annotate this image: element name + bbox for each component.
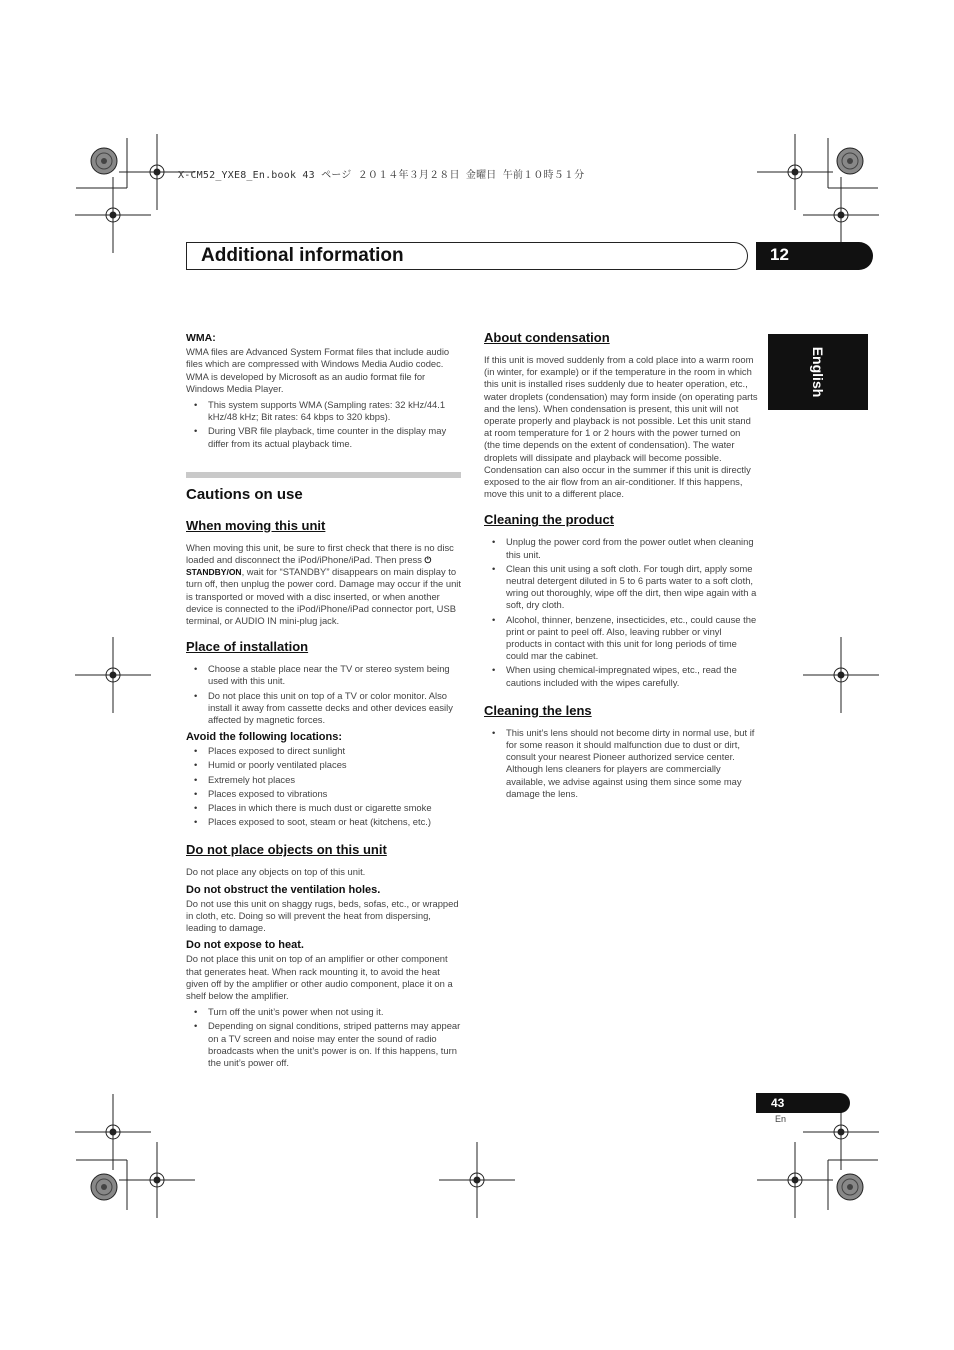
list-item: • When using chemical-impregnated wipes, etc., read the cautions included with the wipes carefully. (506, 664, 759, 688)
wma-heading: WMA: (186, 332, 216, 344)
installation-heading: Place of installation (186, 639, 309, 655)
cleaning-lens-list (484, 727, 759, 800)
wma-list (186, 399, 461, 450)
chapter-header-bar (186, 242, 748, 270)
chapter-number: 12 (756, 242, 873, 270)
heat-text: Do not place this unit on top of an amplifier or other component that generates heat. When rack mounting it, to avoid the heat given off by the amplifier or other audio component, place it on a shelf below the amplifier. (186, 953, 453, 1001)
list-item: • Depending on signal conditions, striped patterns may appear on a TV screen and noise may enter the sound of radio broadcasts when the unit’s power is on. If this happens, turn the unit’s power off. (208, 1020, 461, 1069)
page-number: 43 (756, 1093, 850, 1113)
heat-list (186, 1006, 461, 1069)
list-item: • Do not place this unit on top of a TV or color monitor. Also install it away from cassette decks and other devices easily affected by magnetic forces. (208, 690, 461, 727)
list-item: • Humid or poorly ventilated places (208, 759, 461, 771)
installation-list (186, 663, 461, 726)
book-file-line: X-CM52_YXE8_En.book 43 ページ ２０１４年３月２８日 金曜日 午前１０時５１分 (178, 170, 585, 181)
chapter-title: Additional information (201, 245, 404, 266)
condensation-heading: About condensation (484, 330, 610, 345)
list-item: • Extremely hot places (208, 774, 461, 786)
list-item: • Places in which there is much dust or cigarette smoke (208, 802, 461, 814)
list-item: • This unit’s lens should not become dirty in normal use, but if for some reason it should malfunction due to dust or dirt, consult your nearest Pioneer authorized service center. Although lens cleaners for players are commercially available, we advise against using them since some may damage the lens. (506, 727, 759, 800)
condensation-text: If this unit is moved suddenly from a cold place into a warm room (in winter, for example) or if the temperature in the room in which this unit is installed rises suddenly due to heater operation, etc., water droplets (condensation) may form inside (on operating parts and the lens). When condensation is present, this unit will not operate properly and playback is not possible. Let this unit stand at room temperature for 1 or 2 hours with the power turned on (the time depends on the extent of condensation). The water droplets will dissipate and playback will become possible. Condensation can also occur in the summer if this unit is directly exposed to the air flow from an air-conditioner. If this happens, move this unit to a different place. (484, 354, 758, 500)
ventilation-heading: Do not obstruct the ventilation holes. (186, 883, 381, 896)
list-item: • During VBR file playback, time counter in the display may differ from its actual playback time. (208, 425, 461, 449)
list-item: • Places exposed to direct sunlight (208, 745, 461, 757)
list-item: • This system supports WMA (Sampling rates: 32 kHz/44.1 kHz/48 kHz; Bit rates: 64 kbps to 320 kbps). (208, 399, 461, 423)
cleaning-product-list (484, 536, 759, 688)
avoid-heading: Avoid the following locations: (186, 731, 343, 744)
right-column (484, 330, 759, 802)
objects-heading: Do not place objects on this unit (186, 842, 387, 858)
left-column (186, 332, 461, 1071)
list-item: • Alcohol, thinner, benzene, insecticides, etc., could cause the print or paint to peel off. Also, leaving rubber or vinyl products in contact with this unit for long periods of time could mar the cabinet. (506, 614, 759, 663)
list-item: • Unplug the power cord from the power outlet when cleaning this unit. (506, 536, 759, 560)
ventilation-text: Do not use this unit on shaggy rugs, beds, sofas, etc., or wrapped in cloth, etc. Doing so will prevent the heat from dispersing, leading to damage. (186, 897, 459, 934)
page-language: En (775, 1114, 787, 1124)
list-item: • Clean this unit using a soft cloth. For tough dirt, apply some neutral detergent diluted in 5 to 6 parts water to a soft cloth, wring out thoroughly, wipe off the dirt, then wipe again with a soft, dry cloth. (506, 563, 759, 612)
wma-text: WMA files are Advanced System Format files that include audio files which are compressed with Windows Media Audio codec. WMA is developed by Microsoft as an audio format file for Windows Media Player. (186, 346, 450, 394)
section-divider (186, 472, 461, 478)
heat-heading: Do not expose to heat. (186, 939, 304, 952)
avoid-list (186, 745, 461, 828)
standby-label: ⏻ STANDBY/ON (186, 555, 432, 578)
cautions-heading: Cautions on use (186, 485, 303, 503)
list-item: • Turn off the unit’s power when not using it. (208, 1006, 461, 1018)
moving-heading: When moving this unit (186, 517, 326, 533)
list-item: • Places exposed to soot, steam or heat (kitchens, etc.) (208, 816, 461, 828)
language-tab-label: English (810, 346, 826, 398)
cleaning-lens-heading: Cleaning the lens (484, 702, 592, 718)
list-item: • Choose a stable place near the TV or stereo system being used with this unit. (208, 663, 461, 687)
cleaning-product-heading: Cleaning the product (484, 512, 614, 528)
list-item: • Places exposed to vibrations (208, 788, 461, 800)
moving-text: When moving this unit, be sure to first check that there is no disc loaded and disconnect the iPod/iPhone/iPad. Then press ⏻ STANDBY/ON, wait for “STANDBY” disappears on main display to turn off, then unplug the power cord. Damage may occur if the unit is transported or moved with a disc inserted, or when another device is connected to the iPod/iPhone/iPad connector port, USB terminal, or AUDIO IN mini-plug jack. (186, 541, 461, 627)
objects-text: Do not place any objects on top of this unit. (186, 866, 366, 878)
language-tab (768, 334, 868, 410)
